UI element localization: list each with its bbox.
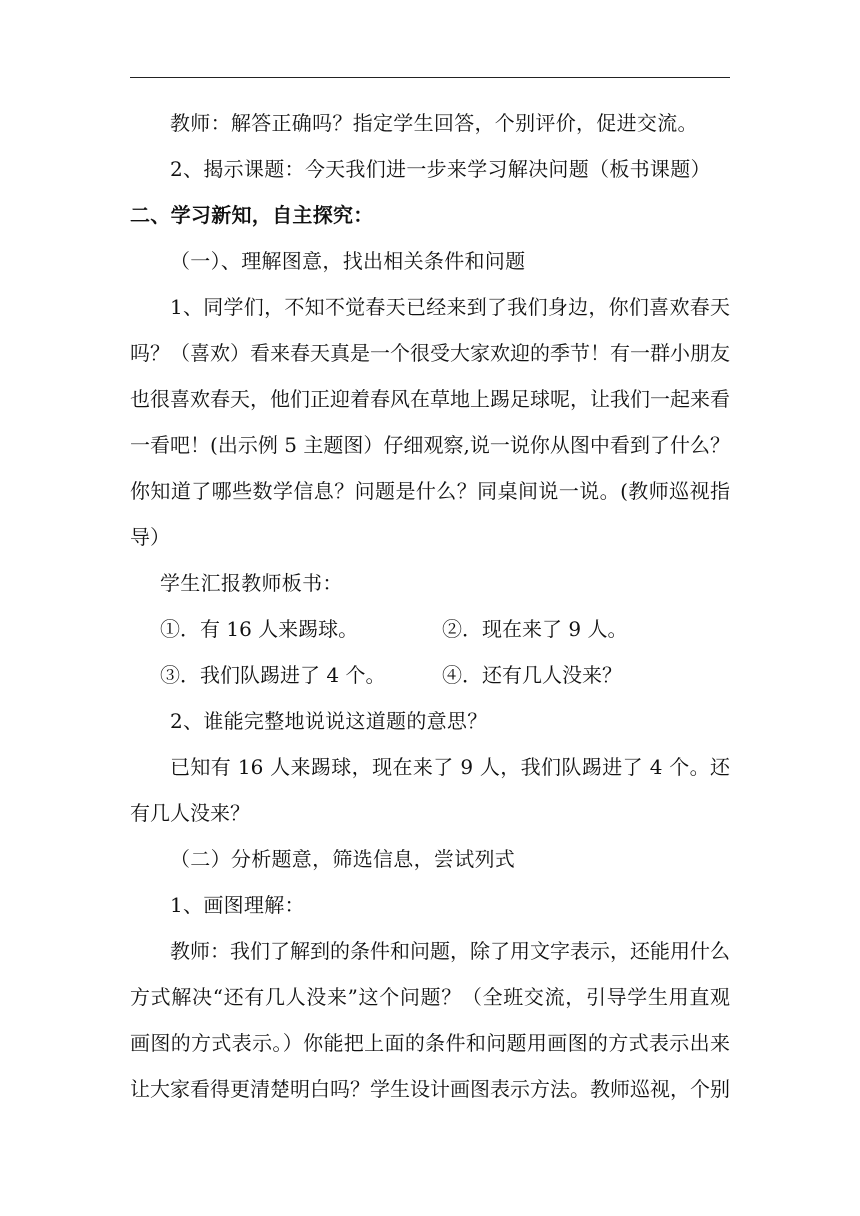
board-item-4: ④．还有几人没来？ xyxy=(442,663,622,687)
problem-summary-paragraph: 已知有 16 人来踢球，现在来了 9 人，我们队踢进了 4 个。还有几人没来？ xyxy=(130,755,730,825)
teacher-drawing-paragraph: 教师：我们了解到的条件和问题，除了用文字表示，还能用什么方式解决“还有几人没来”这个问题？（全班交流，引导学生用直观画图的方式表示。）你能把上面的条件和问题用画图的方式表示出来让大家看得更清楚明白吗？学生设计画图表示方法。教师巡视，个别 xyxy=(130,939,730,1101)
header-rule xyxy=(130,77,730,78)
drawing-heading: 1、画图理解： xyxy=(170,893,305,917)
board-item-3: ③．我们队踢进了 4 个。 xyxy=(160,663,386,687)
intro-paragraph: 1、同学们，不知不觉春天已经来到了我们身边，你们喜欢春天吗？（喜欢）看来春天真是一个很受大家欢迎的季节！有一群小朋友也很喜欢春天，他们正迎着春风在草地上踢足球呢，让我们一起来看一看吧！(出示例 5 主题图）仔细观察,说一说你从图中看到了什么？你知道了哪些数学信息？问题是什么？同桌间说一说。(教师巡视指导） xyxy=(130,295,730,549)
board-item-2: ②．现在来了 9 人。 xyxy=(442,617,628,641)
subsection-heading-1: （一）、理解图意，找出相关条件和问题 xyxy=(170,249,526,273)
section-heading: 二、学习新知，自主探究： xyxy=(130,203,374,227)
document-body xyxy=(130,100,730,1112)
student-report-line: 学生汇报教师板书： xyxy=(160,571,343,595)
board-items-row-2 xyxy=(130,652,730,698)
teacher-question-line: 教师：解答正确吗？指定学生回答，个别评价，促进交流。 xyxy=(170,111,698,135)
board-item-1: ①．有 16 人来踢球。 xyxy=(160,617,359,641)
reveal-topic-line: 2、揭示课题：今天我们进一步来学习解决问题（板书课题） xyxy=(170,157,711,181)
subsection-heading-2: （二）分析题意，筛选信息，尝试列式 xyxy=(170,847,516,871)
question-line-2: 2、谁能完整地说说这道题的意思？ xyxy=(170,709,488,733)
board-items-row-1 xyxy=(130,606,730,652)
